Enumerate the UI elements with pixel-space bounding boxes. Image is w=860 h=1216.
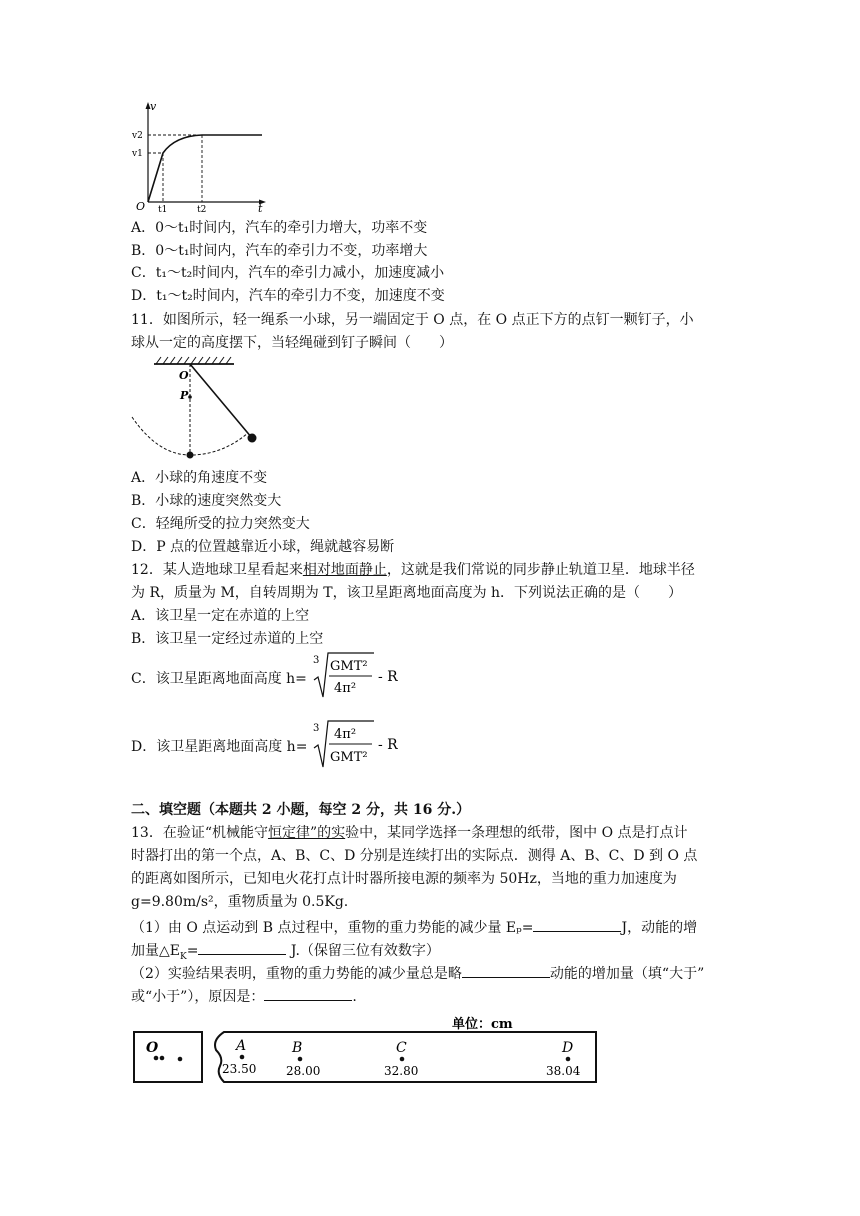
q12-option-c: C．该卫星距离地面高度 h=: [131, 671, 307, 687]
compare-answer-blank[interactable]: [462, 963, 550, 978]
tape-point-a-label: A: [236, 1038, 247, 1054]
formula-d: [312, 718, 402, 774]
q12-option-b: B．该卫星一定经过赤道的上空: [131, 631, 324, 647]
tape-point-c-label: C: [396, 1040, 407, 1056]
q13-line1: 13．在验证“机械能守恒定律”的实验中，某同学选择一条理想的纸带，图中 O 点是打点计: [131, 825, 688, 841]
graph-v2-label: v2: [132, 131, 143, 141]
q11-option-d: D．P 点的位置越靠近小球，绳就越容易断: [131, 539, 395, 555]
q10-option-a: A．0～t₁时间内，汽车的牵引力增大，功率不变: [131, 220, 428, 236]
graph-v1-label: v1: [132, 149, 143, 159]
q13-line3: 的距离如图所示，已知电火花打点计时器所接电源的频率为 50Hz，当地的重力加速度为: [131, 871, 677, 887]
q11-option-c: C．轻绳所受的拉力突然变大: [131, 516, 310, 532]
q12-option-a: A．该卫星一定在赤道的上空: [131, 608, 310, 624]
tape-point-b-value: 28.00: [286, 1064, 321, 1078]
formula-c-numerator: GMT²: [330, 659, 368, 674]
q10-option-d: D．t₁～t₂时间内，汽车的牵引力不变，加速度不变: [131, 288, 445, 304]
pendulum-figure: [128, 355, 278, 465]
graph-v-label: v: [150, 100, 157, 113]
q13-line2: 时器打出的第一个点，A、B、C、D 分别是连续打出的实际点．测得 A、B、C、D 到 O 点: [131, 848, 698, 864]
q13-part1-line1: （1）由 O 点运动到 B 点过程中，重物的重力势能的减少量 Eₚ= J，动能的增: [131, 917, 697, 938]
q12-option-d: D．该卫星距离地面高度 h=: [131, 739, 308, 755]
reason-answer-blank[interactable]: [264, 986, 352, 1001]
formula-c-minus-r: - R: [378, 669, 398, 685]
formula-d-minus-r: - R: [378, 737, 398, 753]
tape-point-a-value: 23.50: [222, 1062, 257, 1076]
q11-option-b: B．小球的速度突然变大: [131, 493, 282, 509]
pendulum-o-label: O: [179, 369, 189, 382]
formula-c-root-index: 3: [313, 655, 320, 666]
ep-answer-blank[interactable]: [533, 917, 621, 932]
ek-answer-blank[interactable]: [198, 940, 286, 955]
graph-t2-label: t2: [197, 205, 207, 213]
paper-tape-figure: [130, 1012, 600, 1088]
formula-d-root-index: 3: [313, 723, 320, 734]
formula-c-denominator: 4π²: [334, 681, 357, 696]
section2-heading: 二、填空题（本题共 2 小题，每空 2 分，共 16 分.）: [131, 802, 471, 818]
graph-origin-label: O: [136, 200, 146, 213]
formula-d-numerator: 4π²: [334, 727, 357, 742]
formula-d-denominator: GMT²: [330, 750, 368, 765]
tape-point-d-value: 38.04: [546, 1064, 581, 1078]
q10-option-c: C．t₁～t₂时间内，汽车的牵引力减小，加速度减小: [131, 265, 445, 281]
q13-part2-line2: 或“小于”），原因是： .: [131, 986, 357, 1007]
formula-c: [312, 650, 402, 702]
tape-point-a-dot: [240, 1055, 245, 1060]
vt-graph: [130, 98, 270, 213]
tape-point-c-dot: [400, 1057, 405, 1062]
tape-point-d-label: D: [562, 1040, 574, 1056]
tape-o-label: O: [146, 1040, 159, 1056]
graph-t1-label: t1: [158, 205, 168, 213]
q12-stem-line2: 为 R，质量为 M，自转周期为 T，该卫星距离地面高度为 h．下列说法正确的是（ ）: [131, 585, 683, 601]
tape-unit-label: 单位：cm: [452, 1017, 513, 1032]
q13-line4: g=9.80m/s²，重物质量为 0.5Kg.: [131, 894, 349, 910]
tape-point-d-dot: [566, 1057, 571, 1062]
graph-t-label: t: [258, 202, 263, 213]
tape-point-c-value: 32.80: [384, 1064, 419, 1078]
q11-stem-line1: 11．如图所示，轻一绳系一小球，另一端固定于 O 点，在 O 点正下方的点钉一颗钉子，小: [131, 312, 694, 328]
q13-part1-line2: 加量$\triangle E_K= J$.（保留三位有效数字）: [131, 940, 440, 967]
q10-option-b: B．0～t₁时间内，汽车的牵引力不变，功率增大: [131, 243, 428, 259]
q11-option-a: A．小球的角速度不变: [131, 470, 268, 486]
tape-point-b-dot: [298, 1057, 303, 1062]
q11-stem-line2: 球从一定的高度摆下，当轻绳碰到钉子瞬间（ ）: [131, 335, 453, 351]
q12-stem-line1: 12．某人造地球卫星看起来相对地面静止，这就是我们常说的同步静止轨道卫星．地球半径: [131, 562, 695, 578]
pendulum-p-label: P: [180, 389, 189, 402]
q13-part2-line1: （2）实验结果表明，重物的重力势能的减少量总是略 动能的增加量（填“大于”: [131, 963, 704, 984]
tape-point-b-label: B: [292, 1040, 303, 1056]
